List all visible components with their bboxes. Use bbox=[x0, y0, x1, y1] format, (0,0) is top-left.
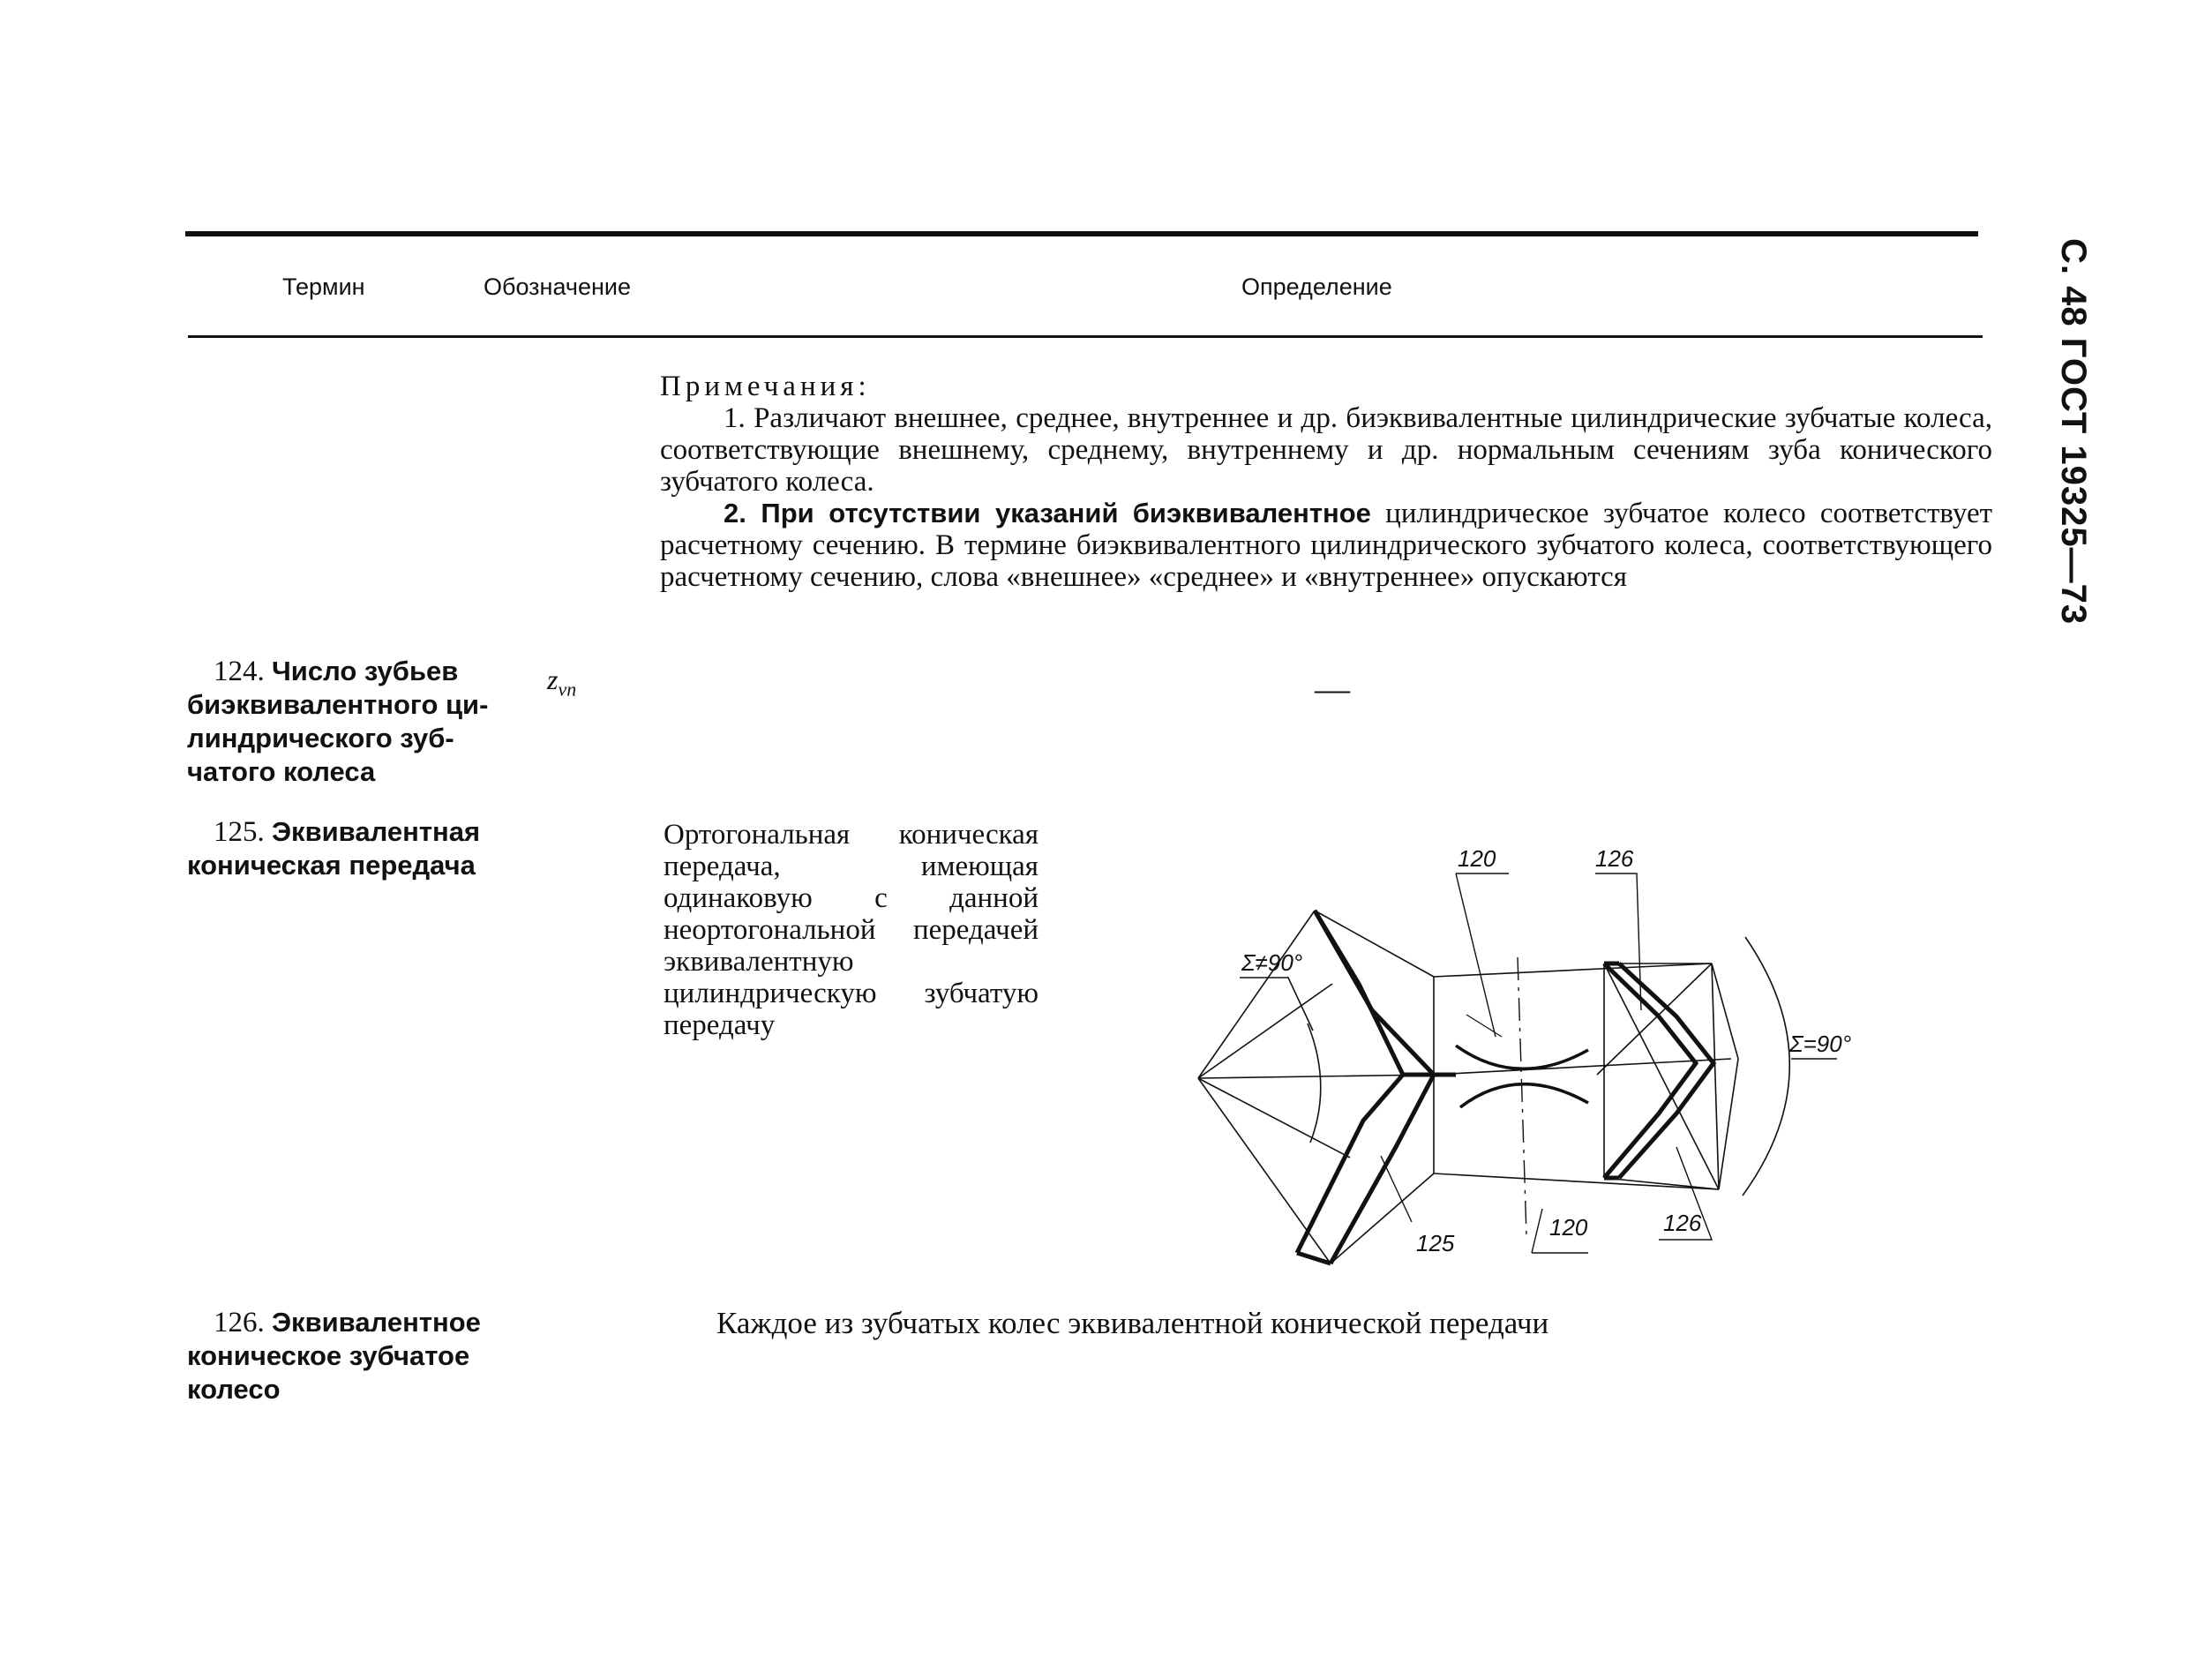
diagram-labels bbox=[1241, 845, 1851, 1256]
definition-125: Ортогональная коническая передача, имеющая одинаковую с данной неортогональной передачей эквивалентную цилиндрическую зубчатую передачу bbox=[664, 819, 1039, 1041]
symbol-124-main: z bbox=[547, 664, 559, 695]
term-124-line-3: линдрического зуб- bbox=[187, 723, 454, 754]
diagram-leader-lines bbox=[1381, 873, 1712, 1253]
term-126-line-2: коническое зубчатое bbox=[187, 1340, 470, 1371]
notes-block bbox=[660, 371, 1992, 593]
term-124-line-1: Число зубьев bbox=[272, 656, 459, 686]
term-125-number: 125. bbox=[214, 816, 265, 848]
label-angle-90: Σ=90° bbox=[1789, 1031, 1852, 1057]
header-bottom-rule bbox=[188, 335, 1983, 338]
term-125-line-1: Эквивалентная bbox=[272, 816, 481, 847]
column-header-definition: Определение bbox=[1241, 274, 1392, 300]
notes-heading: Примечания: bbox=[660, 371, 871, 402]
term-124 bbox=[187, 655, 488, 789]
term-124-line-4: чатого колеса bbox=[187, 756, 376, 787]
header-top-rule bbox=[185, 231, 1978, 236]
term-126-line-1: Эквивалентное bbox=[272, 1307, 481, 1338]
note-2-bold-term: биэквивалентное bbox=[1132, 498, 1371, 529]
diagram-axis-line bbox=[1518, 957, 1526, 1235]
definition-124: — bbox=[1315, 669, 1350, 709]
note-2-text: цилиндрическое зубчатое колесо соответствует расчетному сечению. В термине биэквивалентного цилиндрического зубчатого колеса, соответствующего расчетному сечению, слова «внешнее» «среднее» и «внутреннее» опускаются bbox=[660, 498, 1993, 593]
term-126-line-3: колесо bbox=[187, 1374, 281, 1405]
note-2 bbox=[660, 498, 1992, 593]
label-top-120: 120 bbox=[1458, 845, 1496, 872]
term-126 bbox=[187, 1306, 481, 1406]
column-header-symbol: Обозначение bbox=[484, 274, 631, 300]
label-bottom-126: 126 bbox=[1663, 1210, 1702, 1236]
symbol-124-sub: vn bbox=[558, 678, 577, 701]
term-124-line-2: биэквивалентного ци- bbox=[187, 689, 489, 720]
term-126-number: 126. bbox=[214, 1307, 265, 1338]
term-125 bbox=[187, 815, 480, 882]
label-bottom-120: 120 bbox=[1549, 1214, 1588, 1241]
symbol-124 bbox=[547, 664, 576, 701]
column-header-term: Термин bbox=[282, 274, 365, 300]
label-bottom-125: 125 bbox=[1416, 1230, 1455, 1256]
term-124-number: 124. bbox=[214, 656, 265, 687]
note-1: 1. Различают внешнее, среднее, внутреннее и др. биэквивалентные цилиндрические зубчатые колеса, соответствующие внешнему, среднему, внутреннему и др. нормальным сечениям зуба конического зубчатого колеса. bbox=[660, 402, 1992, 498]
label-top-126: 126 bbox=[1595, 845, 1634, 872]
label-angle-not-90: Σ≠90° bbox=[1241, 949, 1303, 976]
page-running-label: С. 48 ГОСТ 19325—73 bbox=[2054, 238, 2093, 626]
definition-126: Каждое из зубчатых колес эквивалентной конической передачи bbox=[716, 1306, 1549, 1340]
note-2-number: 2. При отсутствии указаний bbox=[724, 498, 1119, 529]
term-125-line-2: коническая передача bbox=[187, 850, 476, 881]
equivalent-bevel-gear-diagram bbox=[1182, 829, 1853, 1288]
